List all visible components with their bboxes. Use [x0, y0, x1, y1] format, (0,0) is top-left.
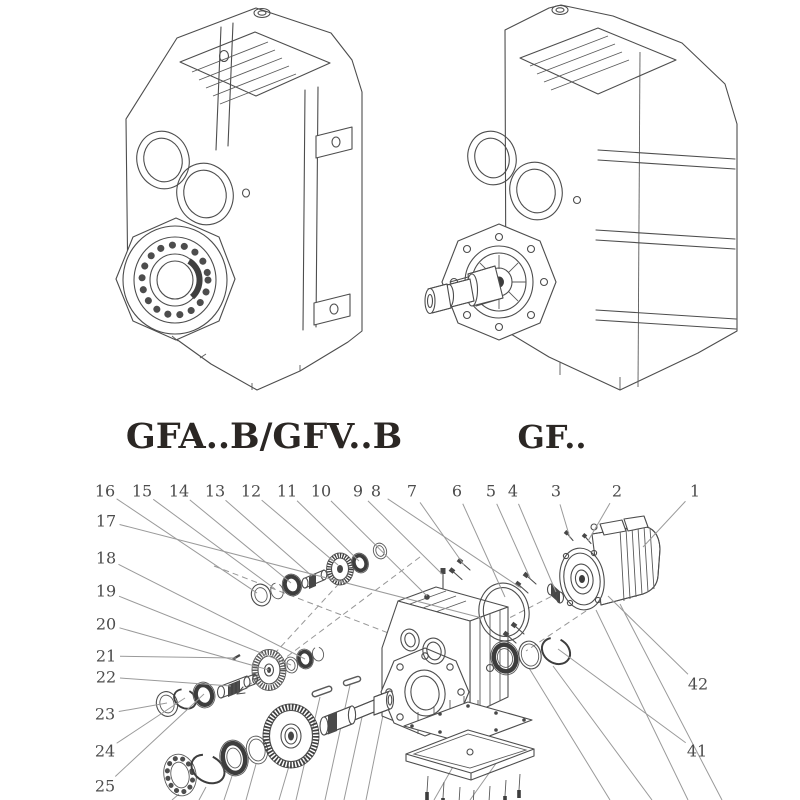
hollow-shaft-hub — [116, 218, 235, 340]
callout-leader-line — [153, 499, 275, 589]
exploded-parts-diagram — [95, 482, 722, 800]
gearbox-isometric-left — [116, 8, 362, 390]
callout-number: 16 — [94, 481, 116, 501]
callout-number: 18 — [95, 548, 117, 568]
callout-number: 15 — [131, 481, 153, 501]
callout-number: 6 — [451, 481, 463, 501]
callout-number: 25 — [94, 776, 116, 796]
callout-number: 13 — [204, 481, 226, 501]
callout-number: 12 — [240, 481, 262, 501]
callout-number: 23 — [94, 704, 116, 724]
gearbox-isometric-right — [425, 5, 737, 390]
callout-number: 41 — [686, 741, 708, 761]
callout-number: 10 — [310, 481, 332, 501]
callout-number: 1 — [689, 481, 701, 501]
callout-number: 8 — [370, 481, 382, 501]
output-stage-parts — [160, 691, 394, 799]
callout-number: 24 — [94, 741, 116, 761]
first-stage-parts — [249, 541, 389, 608]
callout-leader-line — [120, 678, 231, 686]
model-label-gfab: GFA..B/GFV..B — [125, 416, 403, 457]
callout-number: 4 — [507, 481, 519, 501]
callout-number: 22 — [95, 667, 117, 687]
callout-leader-line — [118, 564, 305, 659]
callout-leader-line — [463, 504, 505, 597]
callout-leader-line — [518, 504, 556, 592]
callout-leader-line — [120, 524, 482, 618]
callout-leader-line — [119, 703, 167, 712]
callout-leader-line — [119, 628, 269, 670]
callout-leader-line — [420, 502, 464, 565]
callout-number: 7 — [406, 481, 418, 501]
callout-number: 3 — [550, 481, 562, 501]
callout-leader-line — [497, 504, 530, 578]
callout-number: 19 — [95, 581, 117, 601]
callout-number: 21 — [95, 646, 117, 666]
callout-leader-line — [297, 501, 359, 561]
callout-number: 14 — [168, 481, 190, 501]
callout-number: 11 — [276, 481, 298, 501]
callout-number: 5 — [485, 481, 497, 501]
callout-leader-line — [643, 501, 685, 547]
callout-number: 9 — [352, 481, 364, 501]
model-label-gf: GF.. — [517, 418, 587, 456]
callout-leader-line — [120, 656, 236, 658]
callout-number: 2 — [611, 481, 623, 501]
callout-leader-line — [262, 500, 338, 565]
callout-leader-line — [608, 596, 688, 674]
callout-number: 17 — [95, 511, 117, 531]
callout-number: 20 — [95, 614, 117, 634]
callout-leader-line — [117, 499, 257, 593]
callout-leader-line — [368, 501, 443, 575]
callout-leader-line — [119, 596, 291, 665]
callout-number: 42 — [687, 674, 709, 694]
electric-motor — [556, 516, 660, 613]
